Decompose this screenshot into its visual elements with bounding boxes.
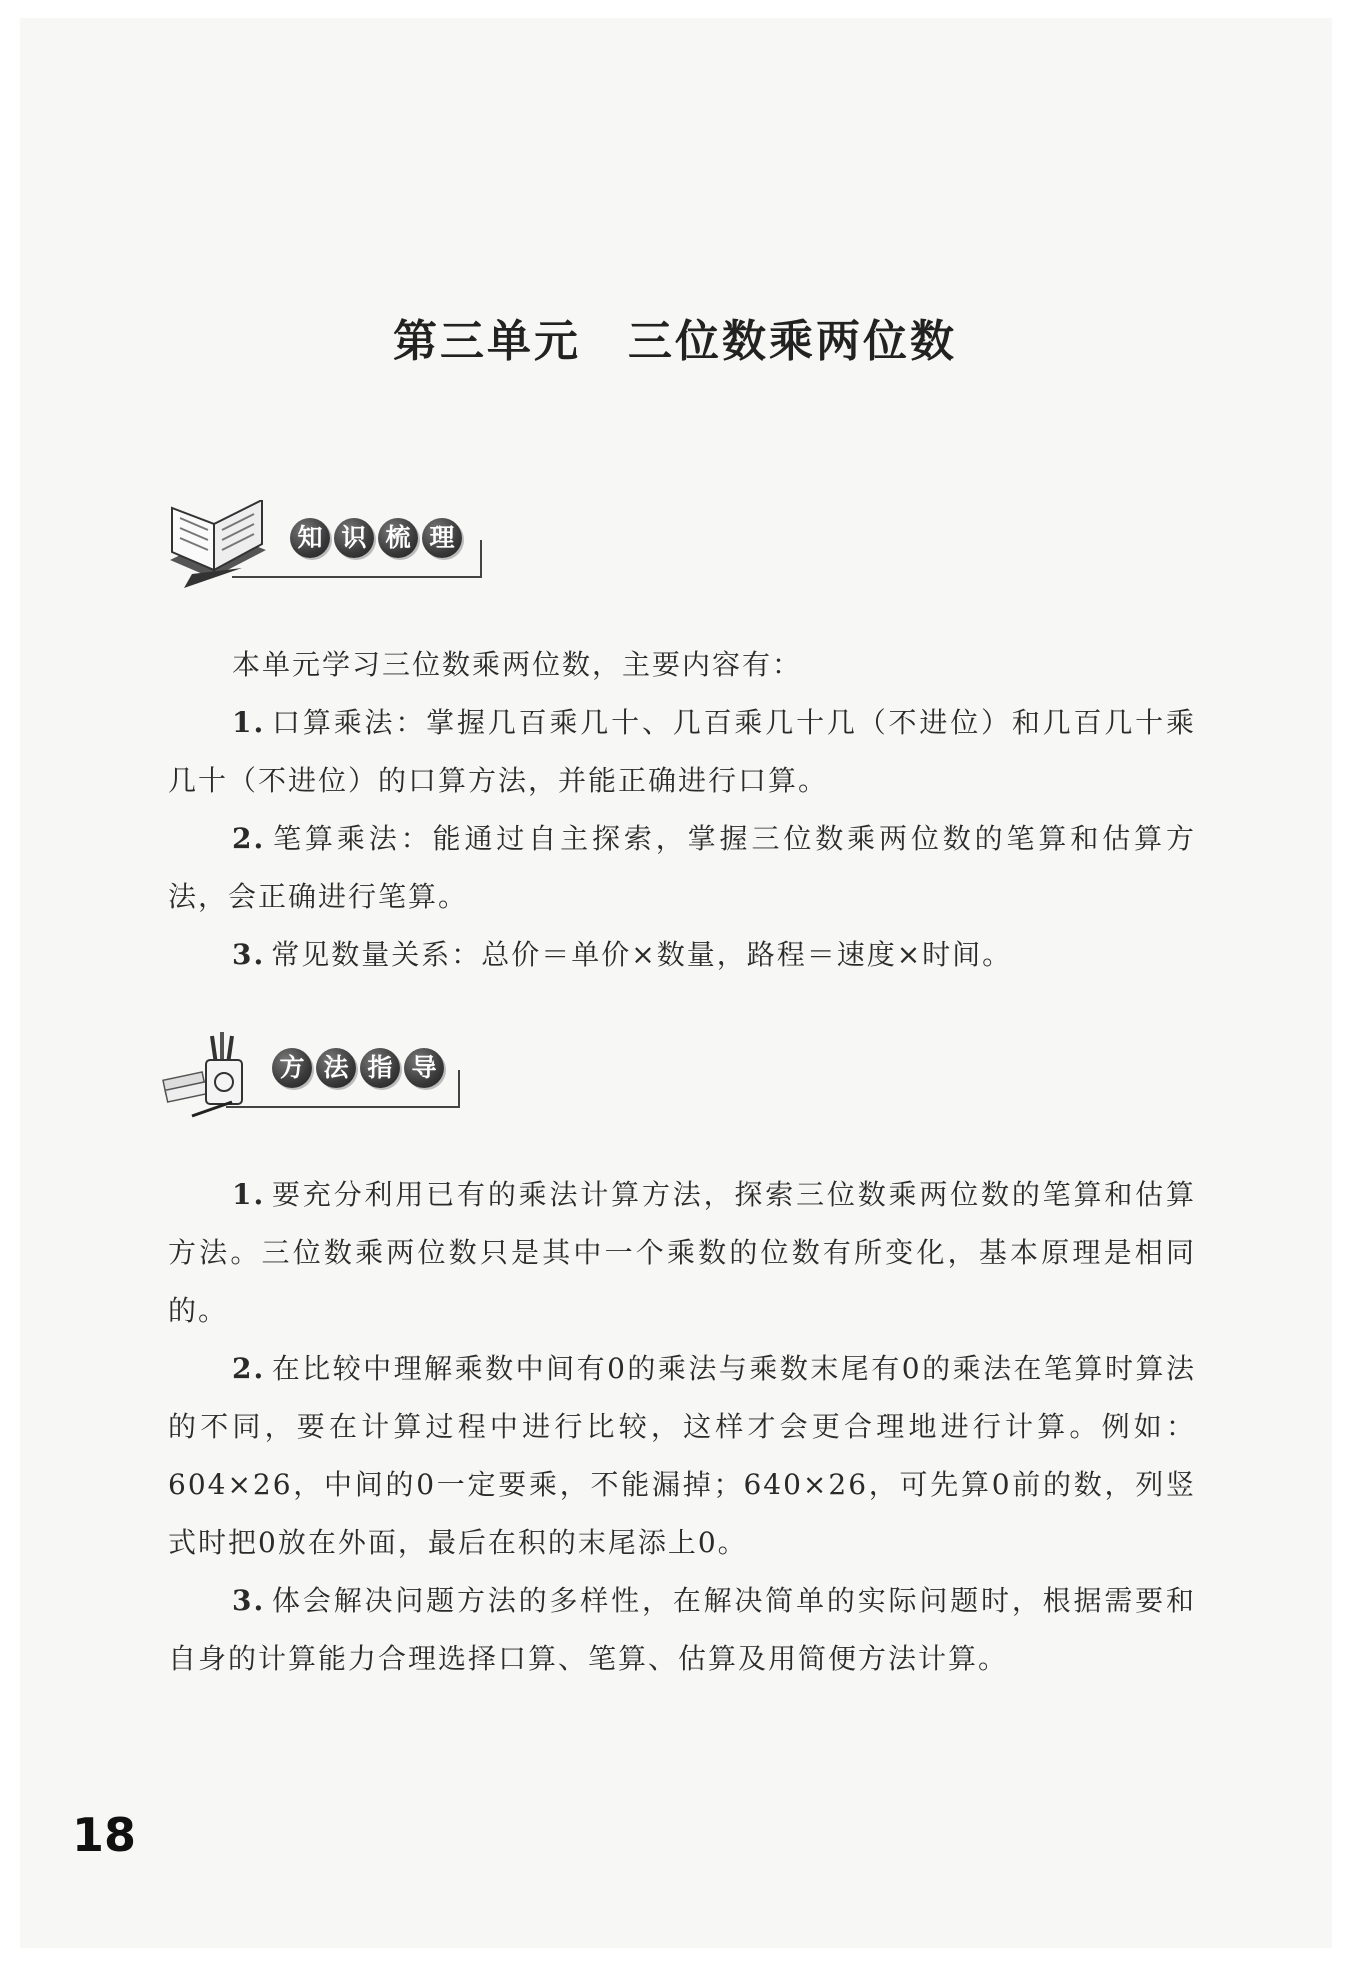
section-bracket xyxy=(480,540,482,578)
item-number: 2. xyxy=(232,1352,266,1385)
section-title-knowledge xyxy=(290,518,462,558)
item-number: 3. xyxy=(232,1584,266,1617)
intro-text: 本单元学习三位数乘两位数，主要内容有： xyxy=(232,648,803,681)
badge-char: 识 xyxy=(334,518,374,558)
badge-char: 指 xyxy=(360,1048,400,1088)
item-number: 1. xyxy=(232,706,266,739)
badge-char: 梳 xyxy=(378,518,418,558)
method-content xyxy=(168,1166,1196,1688)
item-number: 2. xyxy=(232,822,266,855)
badge-char: 导 xyxy=(404,1048,444,1088)
item-text: 口算乘法：掌握几百乘几十、几百乘几十几（不进位）和几百几十乘几十（不进位）的口算方法，并能正确进行口算。 xyxy=(168,706,1196,797)
list-item xyxy=(168,926,1196,984)
list-item xyxy=(168,1166,1196,1340)
item-number: 1. xyxy=(232,1178,266,1211)
item-text: 常见数量关系：总价＝单价×数量，路程＝速度×时间。 xyxy=(271,938,1013,971)
item-text: 体会解决问题方法的多样性，在解决简单的实际问题时，根据需要和自身的计算能力合理选择口算、笔算、估算及用简便方法计算。 xyxy=(168,1584,1196,1675)
item-text: 在比较中理解乘数中间有0的乘法与乘数末尾有0的乘法在笔算时算法的不同，要在计算过程中进行比较，这样才会更合理地进行计算。例如：604×26，中间的0一定要乘，不能漏掉；640×26，可先算0前的数，列竖式时把0放在外面，最后在积的末尾添上0。 xyxy=(168,1352,1196,1559)
list-item xyxy=(168,694,1196,810)
section-title-method xyxy=(272,1048,444,1088)
list-item xyxy=(168,1340,1196,1572)
badge-char: 法 xyxy=(316,1048,356,1088)
section-bracket xyxy=(458,1070,460,1108)
section-underline xyxy=(226,1106,458,1108)
item-text: 笔算乘法：能通过自主探索，掌握三位数乘两位数的笔算和估算方法，会正确进行笔算。 xyxy=(168,822,1196,913)
page-number: 18 xyxy=(72,1808,137,1862)
item-text: 要充分利用已有的乘法计算方法，探索三位数乘两位数的笔算和估算方法。三位数乘两位数只是其中一个乘数的位数有所变化，基本原理是相同的。 xyxy=(168,1178,1196,1327)
badge-char: 方 xyxy=(272,1048,312,1088)
item-number: 3. xyxy=(232,938,266,971)
knowledge-content xyxy=(168,636,1196,984)
badge-char: 理 xyxy=(422,518,462,558)
section-header-method xyxy=(162,1030,472,1120)
badge-char: 知 xyxy=(290,518,330,558)
section-header-knowledge xyxy=(162,500,492,590)
list-item xyxy=(168,810,1196,926)
list-item xyxy=(168,1572,1196,1688)
page-title: 第三单元 三位数乘两位数 xyxy=(393,316,957,367)
section-underline xyxy=(232,576,480,578)
